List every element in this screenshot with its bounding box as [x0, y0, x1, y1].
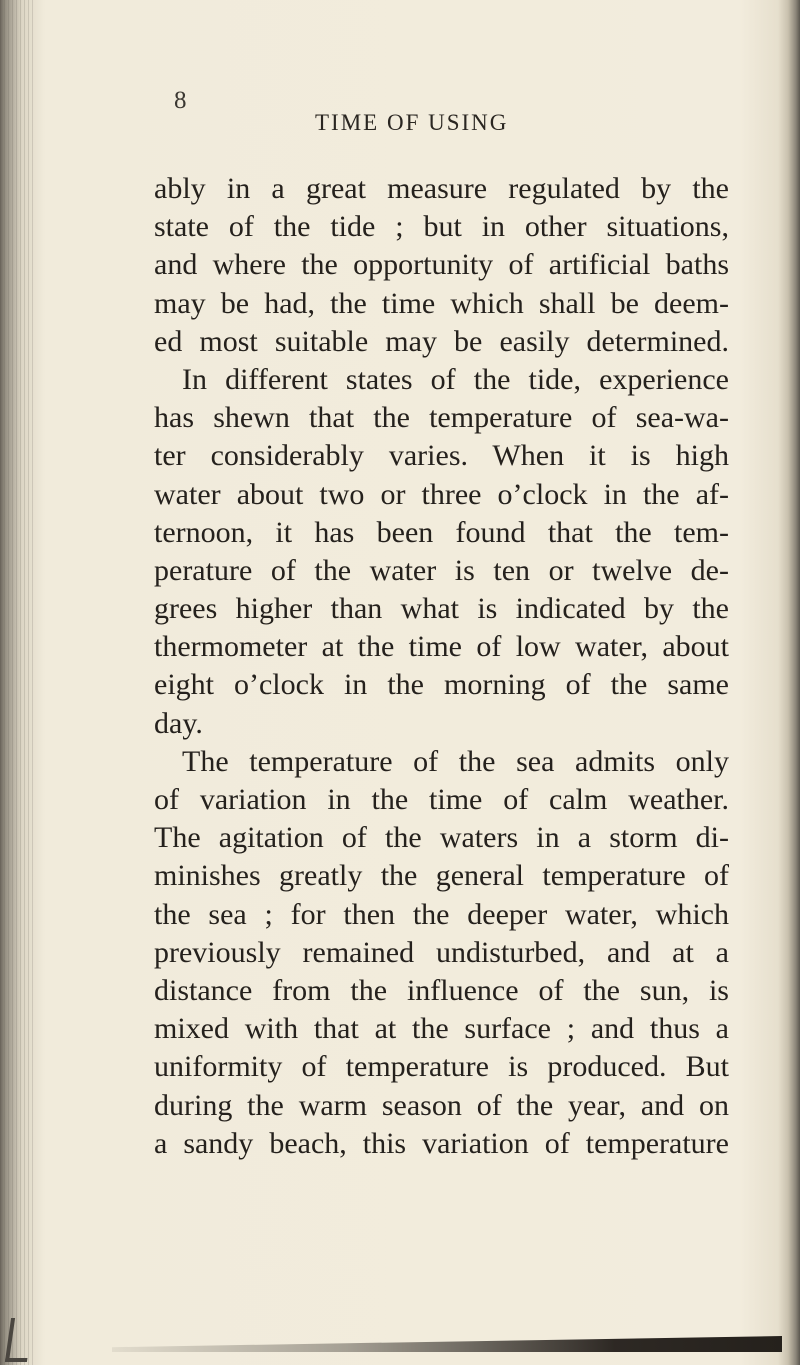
text-line: mixed with that at the surface ; and thus a: [154, 1012, 729, 1046]
text-line: ed most suitable may be easily determined.: [154, 324, 729, 358]
text-line: The agitation of the waters in a storm di-: [154, 821, 729, 855]
text-line: of variation in the time of calm weather.: [154, 783, 729, 816]
body-text: [154, 170, 729, 1163]
text-line: perature of the water is ten or twelve de-: [154, 553, 729, 587]
text-line: thermometer at the time of low water, about: [154, 630, 729, 664]
page-bottom-shadow: [112, 1336, 782, 1352]
text-line: uniformity of temperature is produced. But: [154, 1050, 729, 1084]
text-line: eight o’clock in the morning of the same: [154, 668, 729, 702]
page-number: 8: [174, 87, 187, 114]
text-line: ably in a great measure regulated by the: [154, 172, 729, 205]
text-line: the sea ; for then the deeper water, which: [154, 897, 729, 931]
paragraph-first-line: The temperature of the sea admits only: [182, 744, 729, 778]
text-line: has shewn that the temperature of sea-wa-: [154, 401, 729, 435]
text-line: minishes greatly the general temperature of: [154, 859, 729, 893]
text-line: during the warm season of the year, and on: [154, 1088, 729, 1122]
page-corner-mark: [5, 1318, 33, 1362]
text-line: distance from the influence of the sun, is: [154, 973, 729, 1007]
running-title: TIME OF USING: [315, 110, 509, 135]
text-line: state of the tide ; but in other situations,: [154, 210, 729, 244]
text-line: previously remained undisturbed, and at a: [154, 935, 729, 969]
text-line: water about two or three o’clock in the af-: [154, 477, 729, 511]
text-line: and where the opportunity of artificial baths: [154, 248, 729, 282]
text-line: ter considerably varies. When it is high: [154, 439, 729, 473]
text-line: grees higher than what is indicated by the: [154, 592, 729, 626]
text-line: ternoon, it has been found that the tem-: [154, 515, 729, 549]
text-line: may be had, the time which shall be deem-: [154, 286, 729, 320]
text-line: a sandy beach, this variation of temperature: [154, 1126, 729, 1160]
paragraph-last-line: day.: [154, 706, 203, 740]
paragraph-first-line: In different states of the tide, experience: [182, 362, 729, 396]
